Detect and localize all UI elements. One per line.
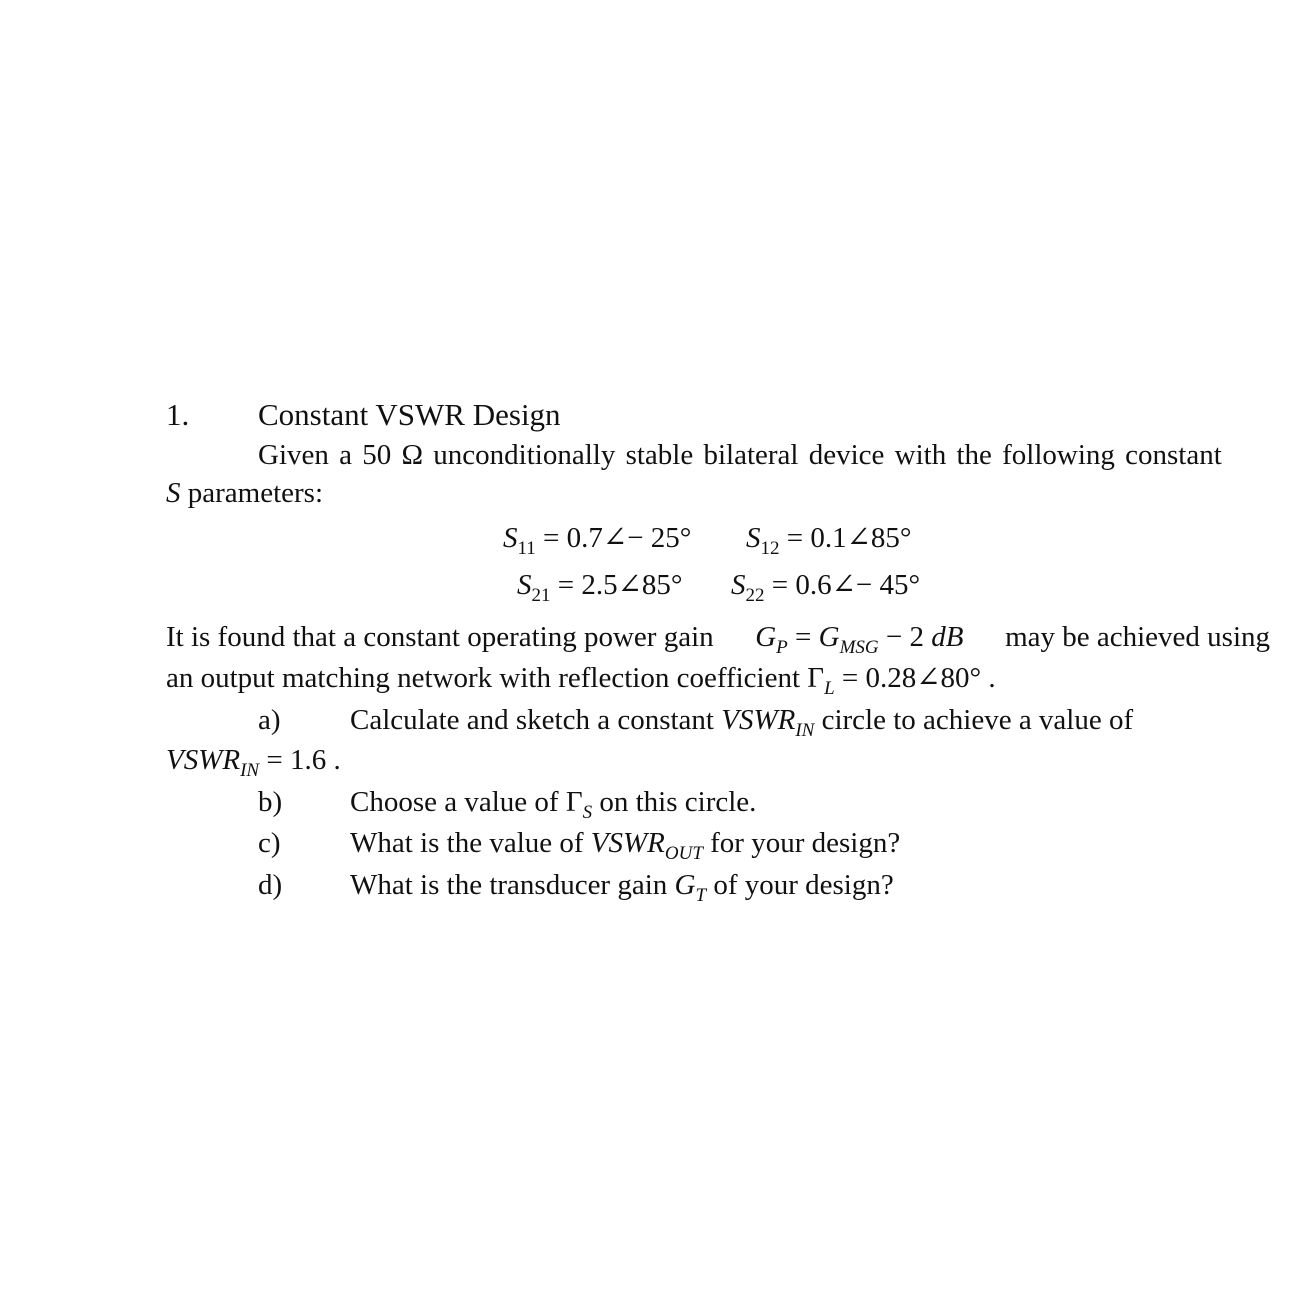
s-param-s21 xyxy=(517,568,683,606)
s21-symbol: S xyxy=(517,569,532,601)
problem-title: Constant VSWR Design xyxy=(258,397,561,432)
intro-text-1-content: Given a 50 Ω unconditionally stable bilateral device with the following constant xyxy=(258,439,1222,471)
found-line-1-post: may be achieved using xyxy=(1005,621,1270,653)
intro-line-1 xyxy=(258,438,1256,472)
vswr-in-subscript: IN xyxy=(795,720,815,741)
s-param-s22 xyxy=(731,568,921,606)
part-b-pre: Choose a value of xyxy=(350,786,559,818)
gain-equals: = xyxy=(795,621,812,653)
part-c-pre: What is the value of xyxy=(350,827,584,859)
gamma-s-subscript: S xyxy=(582,802,593,823)
s22-value: = 0.6∠− 45° xyxy=(771,569,921,601)
vswr-out-symbol: VSWR xyxy=(590,827,665,859)
problem-number: 1. xyxy=(166,397,190,432)
s11-symbol: S xyxy=(503,522,518,554)
vswr-in-cont-subscript: IN xyxy=(240,760,260,781)
found-line-2 xyxy=(166,661,996,699)
part-c-label: c) xyxy=(258,827,281,859)
part-a-post: circle to achieve a value of xyxy=(821,704,1134,736)
part-d-label: d) xyxy=(258,869,283,901)
gain-minus: − 2 xyxy=(885,621,925,653)
gt-subscript: T xyxy=(695,885,707,906)
found-line-1-pre: It is found that a constant operating power gain xyxy=(166,621,714,653)
vswr-in-value: = 1.6 . xyxy=(266,744,341,776)
s-param-s11 xyxy=(503,521,692,559)
gmsg-subscript: MSG xyxy=(839,637,879,658)
found-line-1 xyxy=(166,620,1270,658)
s11-value: = 0.7∠− 25° xyxy=(543,522,692,554)
s12-symbol: S xyxy=(746,522,761,554)
part-b-label: b) xyxy=(258,786,283,818)
gt-symbol: G xyxy=(674,869,696,901)
intro-text-1 xyxy=(258,438,1256,472)
gain-equation xyxy=(755,620,964,658)
db-unit: dB xyxy=(931,621,964,653)
part-d-post: of your design? xyxy=(713,869,894,901)
s11-subscript: 11 xyxy=(517,538,536,559)
part-c-post: for your design? xyxy=(710,827,901,859)
vswr-in-cont-symbol: VSWR xyxy=(166,744,241,776)
gamma-l-symbol: Γ xyxy=(807,662,825,694)
vswr-out-subscript: OUT xyxy=(664,843,703,864)
s21-subscript: 21 xyxy=(531,585,551,606)
part-d-text xyxy=(350,868,894,906)
part-a-continuation xyxy=(166,743,341,781)
part-d-pre: What is the transducer gain xyxy=(350,869,668,901)
part-b-text xyxy=(350,785,757,823)
part-a-pre: Calculate and sketch a constant xyxy=(350,704,714,736)
part-b-post: on this circle. xyxy=(599,786,757,818)
part-a-text xyxy=(350,703,1134,741)
part-c-text xyxy=(350,826,901,864)
found-line-2-pre: an output matching network with reflection coefficient xyxy=(166,662,801,694)
gp-symbol: G xyxy=(755,621,777,653)
gamma-s-symbol: Γ xyxy=(565,786,583,818)
s22-symbol: S xyxy=(731,569,746,601)
s12-value: = 0.1∠85° xyxy=(786,522,912,554)
s21-value: = 2.5∠85° xyxy=(557,569,683,601)
vswr-in-symbol: VSWR xyxy=(721,704,796,736)
s-symbol: S xyxy=(166,477,181,509)
gamma-l-value: = 0.28∠80° . xyxy=(841,662,996,694)
gmsg-symbol: G xyxy=(818,621,840,653)
intro-text-2: parameters: xyxy=(180,477,324,509)
part-a-label: a) xyxy=(258,704,281,736)
s22-subscript: 22 xyxy=(745,585,765,606)
s-param-s12 xyxy=(746,521,912,559)
s12-subscript: 12 xyxy=(760,538,780,559)
gamma-l-subscript: L xyxy=(824,678,835,699)
gp-subscript: P xyxy=(776,637,788,658)
intro-line-2 xyxy=(166,476,323,510)
